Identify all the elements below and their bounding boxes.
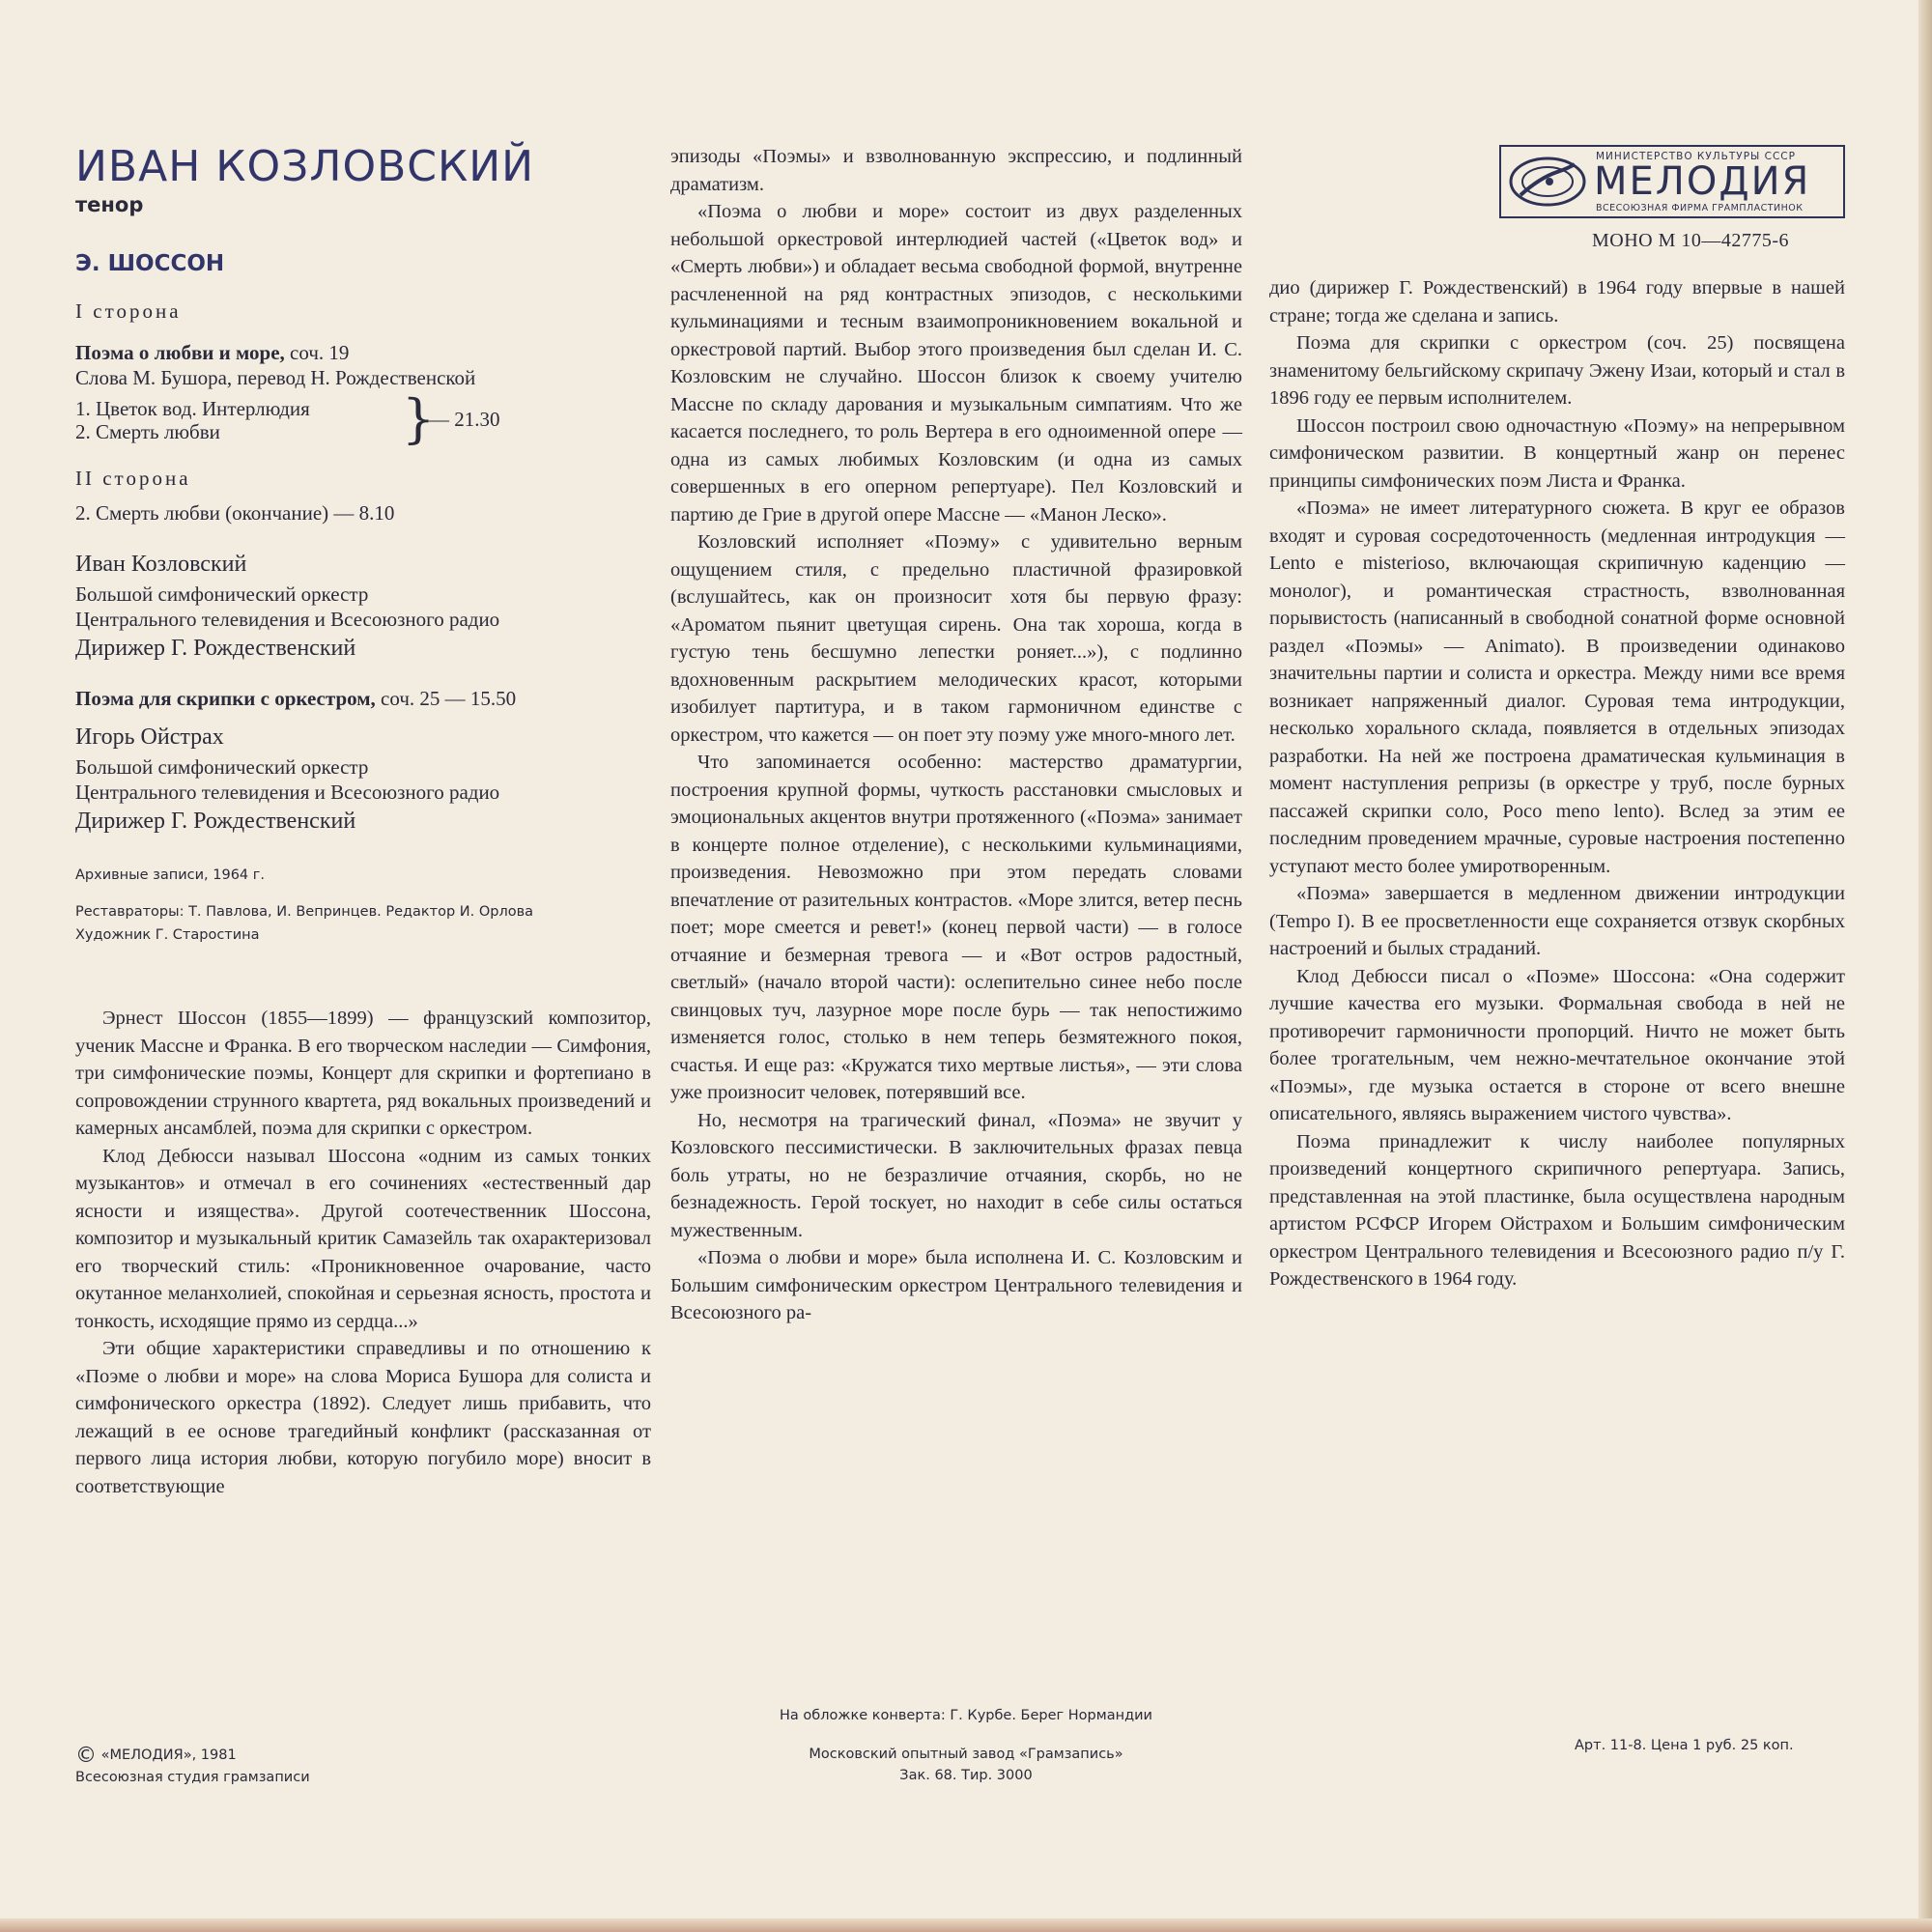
work-2-name: Поэма для скрипки с оркестром,: [75, 687, 376, 710]
work-1-title: [75, 341, 651, 365]
artist-credit: Художник Г. Старостина: [75, 927, 260, 943]
article-paragraph: Козловский исполняет «Поэму» с удивительно верным ощущением стиля, с предельно пластичной фразировкой (вслушайтесь, как он произносит хотя бы первую фразу: «Ароматом пьянит цветущая сирень. Она так хороша, когда в густую тень бесшумно лепестки роняет...»), с подлинно вдохновенным раскрытием мелодических красот, которыми изобилует партитура, и в таком гармоничном единстве с оркестром, что кажется — он поет эту поэму уже много-много лет.: [670, 531, 1242, 746]
side-1-label: I сторона: [75, 299, 182, 323]
article-paragraph: Но, несмотря на трагический финал, «Поэма» не звучит у Козловского пессимистически. В заключительных фразах певца боль утраты, но не безразличие отчаяния, скорбь, но не безнадежность. Герой тоскует, но находит в себе силы остаться мужественным.: [670, 1109, 1242, 1241]
work-2-rest: соч. 25 — 15.50: [375, 687, 517, 710]
side-2-track: 2. Смерть любви (окончание) — 8.10: [75, 501, 395, 525]
article-paragraph: Эти общие характеристики справедливы и по отношению к «Поэме о любви и море» на слова Мориса Бушора для солиста и симфонического оркестра (1892). Следует лишь прибавить, что лежащий в ее основе трагедийный конфликт (рассказанная от первого лица история любви, которую погубило море) вносит в соответствующие: [75, 1338, 651, 1497]
article-column-2: [670, 143, 1242, 1327]
voice-type: тенор: [75, 193, 144, 216]
article-paragraph: Клод Дебюсси называл Шоссона «одним из самых тонких музыкантов» и отмечал в его сочинениях «естественный дар ясности и изящества». Другой соотечественник Шоссона, композитор и музыкальный критик Самазейль так охарактеризовал его творческий стиль: «Проникновенное очарование, часто окутанное меланхолией, спокойная и серьезная ясность, простота и тонкость, исходящие прямо из сердца...»: [75, 1145, 651, 1332]
article-paragraph: Шоссон построил свою одночастную «Поэму» на непрерывном симфоническом развитии. В концертный жанр он перенес принципы симфонических поэм Листа и Франка.: [1269, 414, 1845, 492]
side-1-duration: — 21.30: [429, 408, 500, 431]
article-paragraph-continued: дио (дирижер Г. Рождественский) в 1964 году впервые в нашей стране; тогда же сделана и запись.: [1269, 277, 1845, 327]
side-1-tracks: [75, 388, 651, 449]
work-2-title: [75, 687, 651, 711]
article-paragraph: «Поэма» не имеет литературного сюжета. В круг ее образов входят и суровая сосредоточенность (медленная интродукция — Lento e misterioso, включающая скрипичную каденцию — монолог), и романтическая страстность, взволнованная порывистость (написанный в свободной сонатной форме основной раздел «Поэмы» — Animato). В произведении одинаково значительны партии и солиста и оркестра. Между ними все время возникает напряженный диалог. Суровая тема интродукции, несколько хорального склада, появляется в отдельных эпизодах разработки. На ней же построена драматическая кульминация в момент наступления репризы (в оркестре у труб, после бурных пассажей скрипки соло, Poco meno lento). Вслед за этим ее последним проведением мрачные, суровые настроения постепенно уступают место более умиротворенным.: [1269, 497, 1845, 877]
work-1-opus: соч. 19: [284, 341, 350, 364]
orchestra-2-line-2: Центрального телевидения и Всесоюзного радио: [75, 781, 500, 804]
article-paragraph: Эрнест Шоссон (1855—1899) — французский композитор, ученик Массне и Франка. В его творческом наследии — Симфония, три симфонические поэмы, Концерт для скрипки и фортепиано в сопровождении струнного квартета, ряд вокальных произведений и камерных ансамблей, поэма для скрипки с оркестром.: [75, 1008, 651, 1139]
article-paragraph: «Поэма о любви и море» была исполнена И. С. Козловским и Большим симфоническим оркестром Центрального телевидения и Всесоюзного ра-: [670, 1247, 1242, 1323]
orchestra-1-line-1: Большой симфонический оркестр: [75, 582, 369, 606]
article-paragraph: Поэма принадлежит к числу наиболее популярных произведений концертного скрипичного репертуара. Запись, представленная на этой пластинке, была осуществлена народным артистом РСФСР Игорем Ойстрахом и Большим симфоническим оркестром Центрального телевидения и Всесоюзного радио п/у Г. Рождественского в 1964 году.: [1269, 1130, 1845, 1290]
article-paragraph: Поэма для скрипки с оркестром (соч. 25) посвящена знаменитому бельгийскому скрипачу Эжену Изаи, который и стал в 1896 году ее первым исполнителем.: [1269, 332, 1845, 409]
cover-note: На обложке конверта: Г. Курбе. Берег Нормандии: [780, 1708, 1152, 1723]
melodiya-label: [1499, 145, 1845, 218]
sleeve-edge-bottom: [0, 1918, 1932, 1932]
article-paragraph: Клод Дебюсси писал о «Поэме» Шоссона: «Она содержит лучшие качества его музыки. Формальная свобода в ней не противоречит гармоничности пропорций. Ничто не может быть более трогательным, чем нежно-мечтательное окончание этой «Поэмы», где музыка остается в стороне от всего внешне описательного, являясь выражением чистого чувства».: [1269, 965, 1845, 1124]
order-line: Зак. 68. Тир. 3000: [899, 1768, 1033, 1783]
composer-name: Э. ШОССОН: [75, 251, 225, 276]
article-column-3: [1269, 274, 1845, 1293]
conductor-2: Дирижер Г. Рождественский: [75, 809, 356, 834]
article-paragraph: Что запоминается особенно: мастерство драматургии, построения крупной формы, чуткость расстановки смысловых и эмоциональных акцентов внутри протяженного («Поэма» занимает в концерте полное отделение), с несколькими кульминациями, произведения. Невозможно при этом передать словами впечатление от разительных контрастов. «Море злится, ветер песнь поет; море смеется и ревет!» (конец первой части) — в голосе отчаяние и безмерная тревога — и «Вот остров радостный, светлый» (начало второй части): ослепительно синее небо после свинцовых туч, лазурное море после бурь — так непостижимо изменяется голос, столько в нем теперь безмятежного покоя, счастья. И еще раз: «Кружатся тихо мертвые листья», — эти слова уже произносит человек, потерявший все.: [670, 752, 1242, 1103]
work-1-words: Слова М. Бушора, перевод Н. Рождественской: [75, 366, 476, 389]
tracklist-column: [75, 135, 651, 947]
article-paragraph: «Поэма» завершается в медленном движении интродукции (Tempo I). В ее просветленности еще сохраняется отзвук скорбных настроений и былых страданий.: [1269, 883, 1845, 959]
price-line: Арт. 11-8. Цена 1 руб. 25 коп.: [1575, 1738, 1794, 1753]
article-paragraph-continued: эпизоды «Поэмы» и взволнованную экспрессию, и подлинный драматизм.: [670, 146, 1242, 195]
conductor-1: Дирижер Г. Рождественский: [75, 636, 356, 661]
firm-text: ВСЕСОЮЗНАЯ ФИРМА ГРАМПЛАСТИНОК: [1596, 203, 1804, 213]
ministry-text: МИНИСТЕРСТВО КУЛЬТУРЫ СССР: [1596, 151, 1796, 162]
restorers-credit: Реставраторы: Т. Павлова, И. Вепринцев. Редактор И. Орлова: [75, 904, 534, 920]
artist-name: ИВАН КОЗЛОВСКИЙ: [75, 142, 535, 191]
orchestra-1-line-2: Центрального телевидения и Всесоюзного радио: [75, 608, 500, 631]
article-column-1: [75, 1005, 651, 1500]
brand-name: МЕЛОДИЯ: [1594, 159, 1811, 204]
plant-name: Московский опытный завод «Грамзапись»: [809, 1747, 1123, 1762]
track-1: 1. Цветок вод. Интерлюдия: [75, 397, 310, 420]
work-1-name: Поэма о любви и море,: [75, 341, 285, 364]
sleeve-edge-right: [1918, 0, 1932, 1932]
copyright-icon: ©: [75, 1744, 97, 1768]
article-paragraph: «Поэма о любви и море» состоит из двух разделенных небольшой оркестровой интерлюдией частей («Цветок вод» и «Смерть любви») и обладает весьма свободной формой, внутренне расчлененной на ряд контрастных эпизодов, с несколькими кульминациями и тесным взаимопроникновением вокальной и оркестровой партий. Выбор этого произведения был сделан И. С. Козловским не случайно. Шоссон близок к своему учителю Массне по складу дарования и музыкальным симпатиям. Что же касается последнего, то роль Вертера в его одноименной опере — одна из самых любимых Козловским (и одна из самых совершенных в его оперном репертуаре). Пел Козловский и партию де Грие в другой опере Массне — «Манон Леско».: [670, 201, 1242, 526]
archive-note: Архивные записи, 1964 г.: [75, 867, 265, 883]
orchestra-2-line-1: Большой симфонический оркестр: [75, 755, 369, 779]
soloist-1: Иван Козловский: [75, 552, 247, 577]
soloist-2: Игорь Ойстрах: [75, 724, 224, 750]
track-2: 2. Смерть любви: [75, 420, 220, 443]
studio-line: Всесоюзная студия грамзаписи: [75, 1770, 310, 1785]
catalog-number: МОНО М 10—42775-6: [1592, 230, 1790, 251]
brace-symbol: }: [402, 388, 436, 449]
melodiya-logo-icon: [1507, 153, 1588, 211]
side-2-label: II сторона: [75, 467, 191, 490]
copyright-text: «МЕЛОДИЯ», 1981: [97, 1747, 237, 1763]
